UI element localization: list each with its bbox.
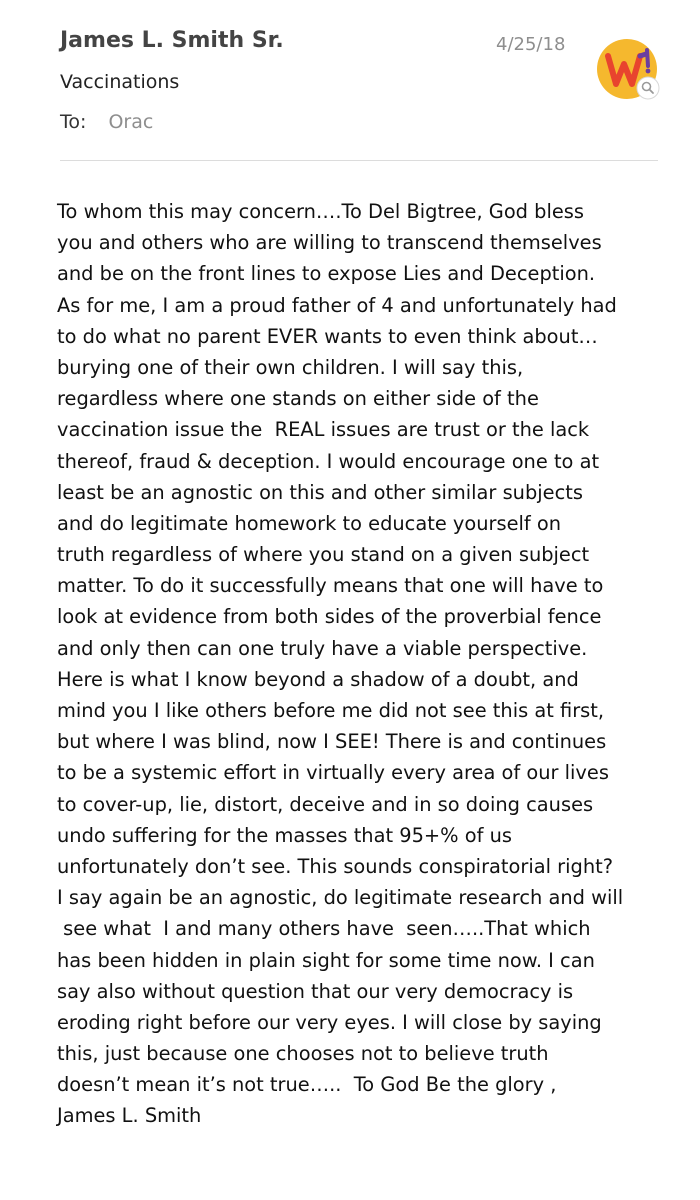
to-label: To: [60, 111, 87, 133]
body-line: look at evidence from both sides of the proverbial fence [57, 605, 602, 629]
body-line: to be a systemic effort in virtually every area of our lives [57, 761, 609, 785]
body-line: doesn’t mean it’s not true….. To God Be the glory , [57, 1073, 557, 1097]
email-subject: Vaccinations [60, 71, 180, 93]
body-line: I say again be an agnostic, do legitimate research and will [57, 886, 624, 910]
body-line: say also without question that our very democracy is [57, 979, 574, 1003]
body-line: and only then can one truly have a viable perspective. [57, 636, 588, 660]
recipient-name[interactable]: Orac [108, 111, 154, 133]
search-icon [637, 77, 659, 99]
body-line: unfortunately don’t see. This sounds conspiratorial right? [57, 854, 614, 878]
email-body [57, 196, 677, 1132]
body-line: Here is what I know beyond a shadow of a doubt, and [57, 667, 579, 691]
sender-name[interactable]: James L. Smith Sr. [60, 28, 284, 53]
body-line: to cover-up, lie, distort, deceive and in so doing causes [57, 792, 594, 816]
body-line: and do legitimate homework to educate yourself on [57, 511, 562, 535]
sender-avatar[interactable] [596, 38, 662, 104]
body-line: James L. Smith [57, 1104, 202, 1128]
sender-logo-icon [596, 38, 662, 104]
body-line: vaccination issue the REAL issues are trust or the lack [57, 418, 590, 442]
header-divider [60, 160, 658, 161]
email-header [0, 0, 700, 170]
body-line: this, just because one chooses not to believe truth [57, 1042, 549, 1066]
body-line: you and others who are willing to transcend themselves [57, 231, 602, 255]
body-line: regardless where one stands on either side of the [57, 387, 539, 411]
body-line: has been hidden in plain sight for some time now. I can [57, 948, 595, 972]
body-line: undo suffering for the masses that 95+% of us [57, 823, 512, 847]
body-line: eroding right before our very eyes. I will close by saying [57, 1010, 602, 1034]
body-line: thereof, fraud & deception. I would encourage one to at [57, 449, 600, 473]
body-line: As for me, I am a proud father of 4 and unfortunately had [57, 293, 617, 317]
body-line: burying one of their own children. I will say this, [57, 355, 524, 379]
recipient-row [60, 111, 153, 133]
email-date: 4/25/18 [496, 34, 566, 55]
body-line: and be on the front lines to expose Lies and Deception. [57, 262, 596, 286]
body-line: truth regardless of where you stand on a given subject [57, 543, 590, 567]
body-line: To whom this may concern….To Del Bigtree, God bless [57, 200, 584, 223]
body-line: see what I and many others have seen…..That which [57, 917, 591, 941]
body-line: to do what no parent EVER wants to even think about… [57, 324, 598, 348]
body-line: least be an agnostic on this and other similar subjects [57, 480, 583, 504]
body-line: matter. To do it successfully means that one will have to [57, 574, 604, 598]
body-line: mind you I like others before me did not see this at first, [57, 699, 605, 722]
body-line: but where I was blind, now I SEE! There is and continues [57, 730, 607, 754]
